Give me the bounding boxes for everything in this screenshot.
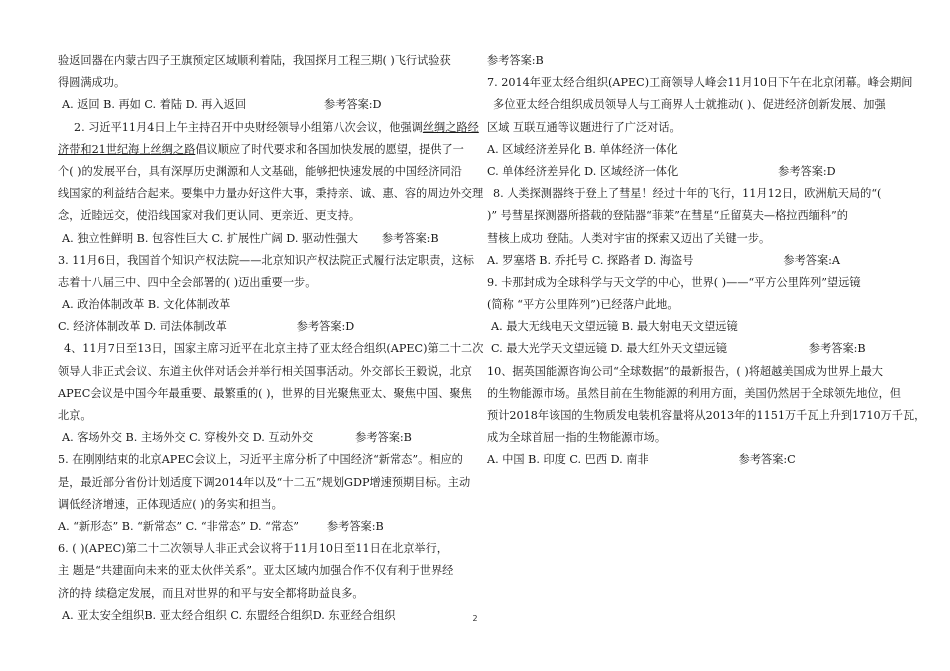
right-column-line <box>487 294 907 316</box>
answer-key: 参考答案:B <box>381 231 439 245</box>
left-column-line <box>58 205 468 227</box>
answer-key: 参考答案:B <box>326 519 384 533</box>
text-segment: 5. 在刚刚结束的北京APEC会议上，习近平主席分析了中国经济“新常态”。相应的 <box>58 453 463 467</box>
answer-key: 参考答案:B <box>355 431 412 445</box>
text-segment: 6. ( )(APEC)第二十二次领导人非正式会议将于11月10日至11日在北京举行， <box>58 542 448 556</box>
text-segment: C. 最大光学天文望远镜 D. 最大红外天文望远镜 <box>491 342 727 356</box>
text-segment: A. 最大无线电天文望远镜 B. 最大射电天文望远镜 <box>491 320 738 334</box>
text-segment: 8. 人类探测器终于登上了彗星！经过十年的飞行，11月12日，欧洲航天局的“( <box>493 187 882 201</box>
text-segment: 7. 2014年亚太经合组织(APEC)工商领导人峰会11月10日下午在北京闭幕。峰会期间 <box>487 76 913 90</box>
text-segment: 是，最近部分省份计划适度下调2014年以及“十二五”规划GDP增速预期目标。主动 <box>58 475 471 489</box>
text-segment: 验返回器在内蒙古四子王旗预定区域顺利着陆，我国探月工程三期( )飞行试验获 <box>58 54 451 67</box>
text-segment: 得圆满成功。 <box>58 76 126 90</box>
text-segment: 的生物能源市场。虽然目前在生物能源的利用方面，美国仍然居于全球领先地位，但 <box>487 386 901 400</box>
text-segment: APEC会议是中国今年最重要、最繁重的( )，世界的目光聚焦亚太、聚焦中国、聚焦 <box>58 386 472 400</box>
left-column-line <box>58 250 474 272</box>
left-column-line <box>58 538 468 560</box>
text-segment: C. 单体经济差异化 D. 区域经济一体化 <box>487 164 679 178</box>
text-segment: 10、据英国能源咨询公司“全球数据”的最新报告，( )将超越美国成为世界上最大 <box>487 364 883 378</box>
answer-key: 参考答案:D <box>324 98 382 112</box>
text-segment: 个( )的发展平台，具有深厚历史渊源和人文基础，能够把快速发展的中国经济同沿 <box>58 164 462 178</box>
right-column-line <box>487 50 907 72</box>
text-segment: 3. 11月6日，我国首个知识产权法院——北京知识产权法院正式履行法定职责，这标 <box>58 253 474 267</box>
right-column-line <box>487 272 907 294</box>
left-column-line <box>58 50 468 72</box>
text-segment: 彗核上成功 登陆。人类对宇宙的探索又迈出了关键一步。 <box>487 231 771 245</box>
text-segment: A. 亚太安全组织B. 亚太经合组织 C. 东盟经合组织D. 东亚经合组织 <box>62 608 396 622</box>
text-segment: 调低经济增速，正体现适应( )的务实和担当。 <box>58 497 283 511</box>
text-segment: A. 罗塞塔 B. 乔托号 C. 探路者 D. 海盗号 <box>487 253 694 267</box>
left-column-line <box>58 117 479 139</box>
right-column <box>487 50 926 472</box>
left-column-line <box>58 361 472 383</box>
text-segment: )” 号彗星探测器所搭载的登陆器“菲莱”在彗星“丘留莫夫—格拉西缅科”的 <box>487 209 848 223</box>
answer-key: 参考答案:A <box>783 253 841 267</box>
text-segment: 2. 习近平11月4日上午主持召开中央财经领导小组第八次会议，他强调 <box>74 120 423 134</box>
text-segment: 志着十八届三中、四中全会部署的( )迈出重要一步。 <box>58 275 317 289</box>
right-column-line <box>487 427 907 449</box>
text-segment: A. 中国 B. 印度 C. 巴西 D. 南非 <box>487 453 649 467</box>
left-column-line <box>58 272 468 294</box>
left-column-line <box>58 583 468 605</box>
page-number: 2 <box>472 614 478 623</box>
text-segment: 倡议顺应了时代要求和各国加快发展的愿望，提供了一 <box>195 142 464 156</box>
left-column-line <box>58 516 468 538</box>
left-column-line <box>58 472 471 494</box>
left-column-line <box>58 94 468 116</box>
text-segment: 9. 卡那封成为全球科学与天文学的中心，世界( )——“平方公里阵列”望远镜 <box>487 275 861 289</box>
left-column-line <box>58 72 468 94</box>
text-segment: 4、11月7日至13日，国家主席习近平在北京主持了亚太经合组织(APEC)第二十二次 <box>64 342 484 356</box>
left-column-line <box>58 494 468 516</box>
left-column-line <box>58 139 468 161</box>
right-column-line <box>487 72 913 94</box>
text-segment: 多位亚太经合组织成员领导人与工商界人士就推动( )、促进经济创新发展、加强 <box>493 98 886 112</box>
text-segment: A. 客场外交 B. 主场外交 C. 穿梭外交 D. 互动外交 <box>62 431 314 445</box>
text-segment: 济带和21世纪海上丝绸之路 <box>58 142 196 156</box>
text-segment: A. 区域经济差异化 B. 单体经济一体化 <box>487 142 678 156</box>
left-column-line <box>58 338 484 360</box>
right-column-line <box>487 94 907 116</box>
text-segment: A. 返回 B. 再如 C. 着陆 D. 再入返回 <box>62 98 247 112</box>
right-column-line <box>487 161 907 183</box>
text-segment: 念，近睦远交，使沿线国家对我们更认同、更亲近、更支持。 <box>58 209 361 223</box>
right-column-line <box>487 183 907 205</box>
left-column-line <box>58 316 468 338</box>
right-column-line <box>487 250 907 272</box>
text-segment: 主 题是“共建面向未来的亚太伙伴关系”。亚太区域内加强合作不仅有利于世界经 <box>58 564 454 578</box>
left-column-line <box>58 560 468 582</box>
text-segment: 成为全球首屈一指的生物能源市场。 <box>487 431 667 445</box>
answer-key: 参考答案:B <box>808 342 866 356</box>
answer-key: 参考答案:B <box>487 54 544 67</box>
left-column <box>58 50 484 627</box>
left-column-line <box>58 405 468 427</box>
text-segment: 区域 互联互通等议题进行了广泛对话。 <box>487 120 681 134</box>
answer-key: 参考答案:C <box>738 453 796 467</box>
right-column-line <box>487 361 907 383</box>
text-segment: 预计2018年该国的生物质发电装机容量将从2013年的1151万千瓦上升到1710万千瓦， <box>487 409 926 422</box>
right-column-line <box>487 205 907 227</box>
right-column-line <box>487 338 907 360</box>
left-column-line <box>58 294 468 316</box>
right-column-line <box>487 228 907 250</box>
left-column-line <box>58 383 472 405</box>
text-segment: 济的持 续稳定发展，而且对世界的和平与安全都将助益良多。 <box>58 586 364 600</box>
right-column-line <box>487 117 907 139</box>
left-column-line <box>58 449 468 471</box>
text-segment: C. 经济体制改革 D. 司法体制改革 <box>58 320 227 334</box>
left-column-line <box>58 161 468 183</box>
left-column-line <box>58 228 468 250</box>
text-segment: 丝绸之路经 <box>422 120 479 134</box>
left-column-line <box>58 183 484 205</box>
text-segment: A. 独立性鲜明 B. 包容性巨大 C. 扩展性广阔 D. 驱动性强大 <box>62 231 358 245</box>
left-column-line <box>58 427 468 449</box>
text-segment: 北京。 <box>58 409 92 422</box>
right-column-line <box>487 449 907 471</box>
text-segment: (简称 “平方公里阵列”)已经落户此地。 <box>487 298 679 312</box>
text-segment: A. “新形态” B. “新常态” C. “非常态” D. “常态” <box>58 519 299 533</box>
text-segment: 领导人非正式会议、东道主伙伴对话会并举行相关国事活动。外交部长王毅说，北京 <box>58 364 472 378</box>
right-column-line <box>487 383 907 405</box>
answer-key: 参考答案:D <box>296 320 355 334</box>
right-column-line <box>487 139 907 161</box>
right-column-line <box>487 405 926 427</box>
text-segment: 线国家的利益结合起来。要集中力量办好这件大事，秉持亲、诚、惠、容的周边外交理 <box>58 187 484 201</box>
answer-key: 参考答案:D <box>778 164 836 178</box>
right-column-line <box>487 316 907 338</box>
text-segment: A. 政治体制改革 B. 文化体制改革 <box>62 298 231 312</box>
